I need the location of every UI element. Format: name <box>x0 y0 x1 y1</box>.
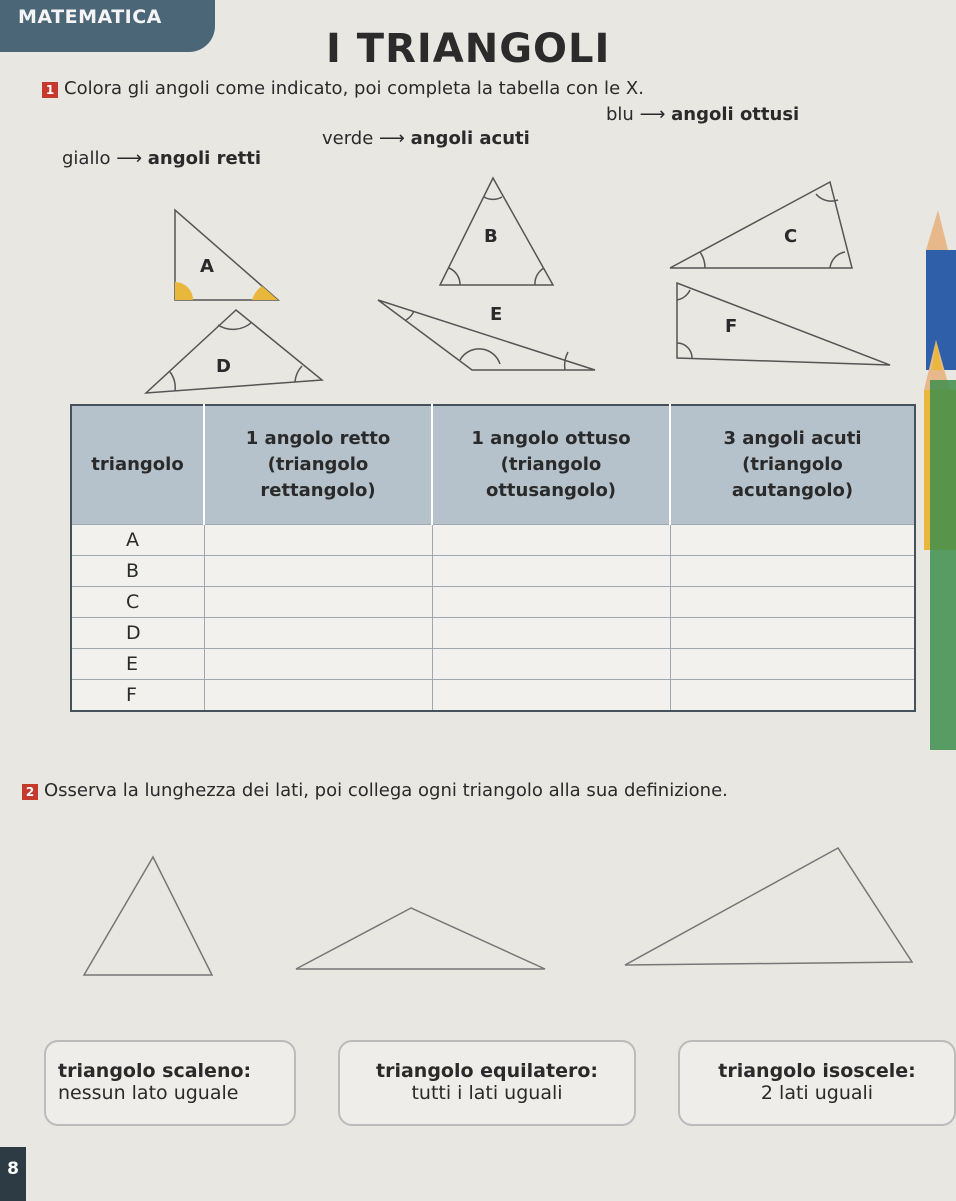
arrow-icon: ⟶ <box>116 148 143 169</box>
table-row <box>71 525 915 556</box>
classification-table <box>70 404 916 712</box>
table-row <box>71 556 915 587</box>
exercise-2-instruction <box>22 780 728 801</box>
legend-color-word: verde <box>322 128 374 149</box>
cell-retto[interactable] <box>204 587 432 618</box>
definition-scaleno[interactable] <box>44 1040 296 1126</box>
cell-ottuso[interactable] <box>432 649 670 680</box>
legend-color-word: blu <box>606 104 634 125</box>
label-f: F <box>725 316 738 337</box>
triangle-scalene[interactable] <box>625 848 912 965</box>
legend-meaning: angoli ottusi <box>671 104 800 125</box>
definition-text: tutti i lati uguali <box>411 1082 563 1104</box>
cell-ottuso[interactable] <box>432 680 670 712</box>
exercise-2-text: Osserva la lunghezza dei lati, poi collega ogni triangolo alla sua definizione. <box>44 780 728 801</box>
blue-pencil-icon <box>926 250 956 370</box>
header-ottuso: 1 angolo ottuso (triangolo ottusangolo) <box>432 405 670 525</box>
definition-equilatero[interactable] <box>338 1040 636 1126</box>
table-row <box>71 618 915 649</box>
table-header-row <box>71 405 915 525</box>
green-pencil-icon <box>930 380 956 750</box>
label-d: D <box>216 356 231 377</box>
label-a: A <box>200 256 214 277</box>
header-retto: 1 angolo retto (triangolo rettangolo) <box>204 405 432 525</box>
exercise-1-number: 1 <box>42 82 58 98</box>
exercise-2-number: 2 <box>22 784 38 800</box>
table-row <box>71 587 915 618</box>
definition-isoscele[interactable] <box>678 1040 956 1126</box>
legend-meaning: angoli retti <box>147 148 262 169</box>
cell-acuti[interactable] <box>670 525 915 556</box>
row-label: C <box>71 587 204 618</box>
label-e: E <box>490 304 503 325</box>
cell-acuti[interactable] <box>670 649 915 680</box>
page-number: 8 <box>0 1147 26 1201</box>
triangle-equilateral[interactable] <box>84 857 212 975</box>
label-b: B <box>484 226 498 247</box>
cell-acuti[interactable] <box>670 618 915 649</box>
table-row <box>71 649 915 680</box>
header-triangolo: triangolo <box>71 405 204 525</box>
triangle-e[interactable] <box>378 300 595 370</box>
definition-text: 2 lati uguali <box>760 1082 874 1104</box>
definition-title: triangolo equilatero: <box>376 1060 598 1082</box>
cell-retto[interactable] <box>204 680 432 712</box>
subject-label: MATEMATICA <box>18 6 162 28</box>
cell-acuti[interactable] <box>670 680 915 712</box>
label-c: C <box>784 226 798 247</box>
triangle-a[interactable] <box>175 210 278 300</box>
legend-meaning: angoli acuti <box>410 128 530 149</box>
triangle-c[interactable] <box>670 182 852 268</box>
cell-acuti[interactable] <box>670 587 915 618</box>
page-title: I TRIANGOLI <box>326 26 611 72</box>
colored-pencils <box>916 190 956 750</box>
definition-text: nessun lato uguale <box>58 1082 239 1104</box>
cell-retto[interactable] <box>204 649 432 680</box>
exercise-1-text: Colora gli angoli come indicato, poi completa la tabella con le X. <box>64 78 644 99</box>
definition-title: triangolo isoscele: <box>718 1060 916 1082</box>
cell-ottuso[interactable] <box>432 587 670 618</box>
table-row <box>71 680 915 712</box>
row-label: B <box>71 556 204 587</box>
cell-ottuso[interactable] <box>432 618 670 649</box>
triangle-d[interactable] <box>146 310 322 393</box>
cell-retto[interactable] <box>204 556 432 587</box>
triangle-isosceles[interactable] <box>296 908 545 969</box>
legend-color-word: giallo <box>62 148 111 169</box>
row-label: D <box>71 618 204 649</box>
arrow-icon: ⟶ <box>379 128 405 149</box>
cell-ottuso[interactable] <box>432 556 670 587</box>
row-label: F <box>71 680 204 712</box>
cell-retto[interactable] <box>204 618 432 649</box>
cell-ottuso[interactable] <box>432 525 670 556</box>
arrow-icon: ⟶ <box>639 104 666 125</box>
row-label: E <box>71 649 204 680</box>
cell-retto[interactable] <box>204 525 432 556</box>
row-label: A <box>71 525 204 556</box>
header-acuti: 3 angoli acuti (triangolo acutangolo) <box>670 405 915 525</box>
triangle-f[interactable] <box>677 283 890 365</box>
cell-acuti[interactable] <box>670 556 915 587</box>
definition-title: triangolo scaleno: <box>58 1060 252 1082</box>
